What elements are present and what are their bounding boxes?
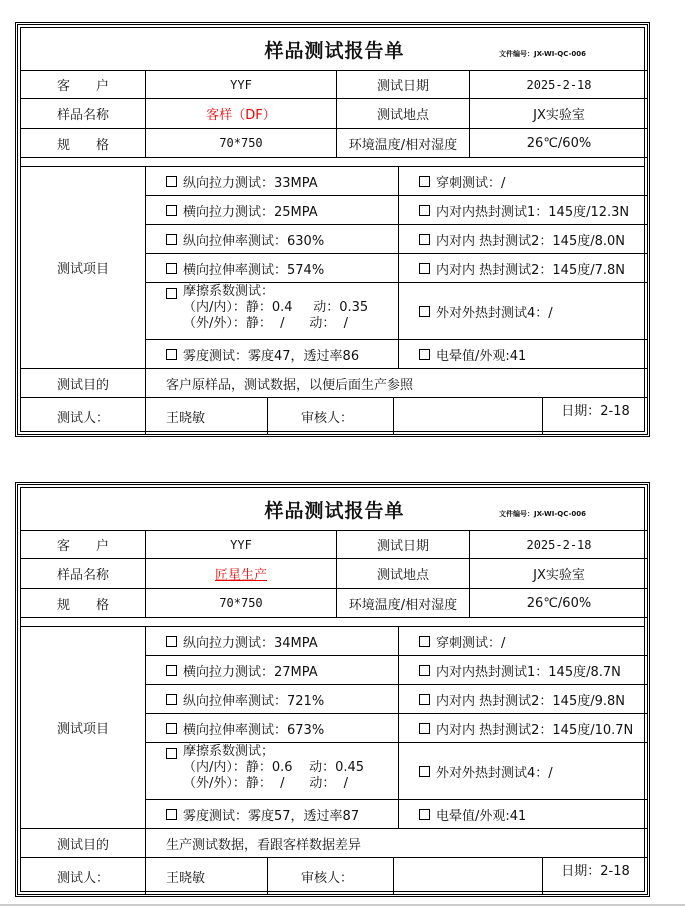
test-item-left: 纵向拉伸率测试：721%: [146, 685, 399, 714]
checkbox-icon: [419, 636, 430, 647]
checkbox-icon: [166, 205, 177, 216]
customer-label: 客 户: [21, 531, 146, 559]
env-value: 26℃/60%: [470, 589, 648, 618]
checkbox-icon: [166, 636, 177, 647]
test-item-left: 横向拉力测试：27MPA: [146, 656, 399, 685]
checkbox-icon: [166, 665, 177, 676]
checkbox-icon: [166, 349, 177, 360]
tester-label: 测试人：: [21, 858, 146, 895]
location-value: JX实验室: [470, 559, 648, 589]
spec-label: 规 格: [21, 589, 146, 618]
test-date-value: 2025-2-18: [470, 531, 648, 559]
test-item-right: 电晕值/外观:41: [399, 340, 648, 369]
reviewer-label: 审核人：: [268, 398, 394, 435]
spec-value: 70*750: [146, 589, 337, 618]
customer-value: YYF: [146, 71, 337, 99]
test-item-right: 内对内热封测试1：145度/8.7N: [399, 656, 648, 685]
spec-label: 规 格: [21, 129, 146, 158]
checkbox-icon: [166, 809, 177, 820]
checkbox-icon: [166, 234, 177, 245]
test-item-right: 内对内 热封测试2：145度/8.0N: [399, 225, 648, 254]
test-item-left: 雾度测试：雾度47，透过率86: [146, 340, 399, 369]
report-2: [15, 482, 650, 897]
checkbox-icon: [419, 809, 430, 820]
document-number: 文件编号：JX-WI-QC-006: [499, 510, 587, 518]
tester-value: 王晓敏: [146, 858, 268, 895]
reviewer-value: [394, 858, 543, 895]
document-number: 文件编号：JX-WI-QC-006: [499, 50, 587, 58]
reviewer-value: [394, 398, 543, 435]
tester-label: 测试人：: [21, 398, 146, 435]
spec-value: 70*750: [146, 129, 337, 158]
purpose-value: 客户原样品，测试数据，以便后面生产参照: [146, 369, 648, 398]
page-bottom-rule: [0, 904, 685, 906]
tester-value: 王晓敏: [146, 398, 268, 435]
checkbox-icon: [166, 723, 177, 734]
sample-label: 样品名称: [21, 99, 146, 129]
checkbox-icon: [419, 766, 430, 777]
date-value: 日期：2-18: [561, 403, 630, 419]
test-item-left: 横向拉力测试：25MPA: [146, 196, 399, 225]
test-item-left: 横向拉伸率测试：574%: [146, 254, 399, 283]
test-item-left: 雾度测试：雾度57，透过率87: [146, 800, 399, 829]
sample-value: 匠星生产: [146, 559, 337, 589]
purpose-label: 测试目的: [21, 369, 146, 398]
location-label: 测试地点: [337, 99, 470, 129]
test-item-right: 外对外热封测试4：/: [399, 283, 648, 340]
test-item-left: 纵向拉伸率测试：630%: [146, 225, 399, 254]
test-item-right: 电晕值/外观:41: [399, 800, 648, 829]
test-item-right: 穿刺测试：/: [399, 627, 648, 656]
customer-label: 客 户: [21, 71, 146, 99]
test-item-right: 内对内 热封测试2：145度/10.7N: [399, 714, 648, 743]
checkbox-icon: [419, 234, 430, 245]
checkbox-icon: [166, 263, 177, 274]
test-item-left: 纵向拉力测试：34MPA: [146, 627, 399, 656]
checkbox-icon: [166, 176, 177, 187]
env-label: 环境温度/相对湿度: [337, 129, 470, 158]
checkbox-icon: [419, 205, 430, 216]
test-item-left: 横向拉伸率测试：673%: [146, 714, 399, 743]
reviewer-label: 审核人：: [268, 858, 394, 895]
env-value: 26℃/60%: [470, 129, 648, 158]
checkbox-icon: [419, 665, 430, 676]
location-value: JX实验室: [470, 99, 648, 129]
test-date-value: 2025-2-18: [470, 71, 648, 99]
test-item-right: 外对外热封测试4：/: [399, 743, 648, 800]
report-title: 样品测试报告单: [21, 488, 648, 531]
test-item-left: 摩擦系数测试： （内/内）：静：0.4 动：0.35 （外/外）：静： / 动： /: [146, 283, 399, 340]
test-item-right: 内对内 热封测试2：145度/9.8N: [399, 685, 648, 714]
checkbox-icon: [419, 723, 430, 734]
customer-value: YYF: [146, 531, 337, 559]
report-1: [15, 22, 650, 437]
location-label: 测试地点: [337, 559, 470, 589]
checkbox-icon: [166, 694, 177, 705]
report-title: 样品测试报告单: [21, 28, 648, 71]
env-label: 环境温度/相对湿度: [337, 589, 470, 618]
test-item-right: 内对内 热封测试2：145度/7.8N: [399, 254, 648, 283]
checkbox-icon: [419, 176, 430, 187]
sample-value: 客样（DF）: [146, 99, 337, 129]
test-item-left: 摩擦系数测试； （内/内）：静：0.6 动：0.45 （外/外）：静： / 动： /: [146, 743, 399, 800]
checkbox-icon: [419, 349, 430, 360]
test-item-left: 纵向拉力测试：33MPA: [146, 167, 399, 196]
purpose-value: 生产测试数据，看跟客样数据差异: [146, 829, 648, 858]
test-date-label: 测试日期: [337, 71, 470, 99]
checkbox-icon: [419, 263, 430, 274]
test-date-label: 测试日期: [337, 531, 470, 559]
checkbox-icon: [419, 306, 430, 317]
sample-label: 样品名称: [21, 559, 146, 589]
items-label: 测试项目: [21, 167, 146, 369]
purpose-label: 测试目的: [21, 829, 146, 858]
test-item-right: 穿刺测试：/: [399, 167, 648, 196]
test-item-right: 内对内热封测试1：145度/12.3N: [399, 196, 648, 225]
date-value: 日期：2-18: [561, 863, 630, 879]
checkbox-icon: [419, 694, 430, 705]
items-label: 测试项目: [21, 627, 146, 829]
